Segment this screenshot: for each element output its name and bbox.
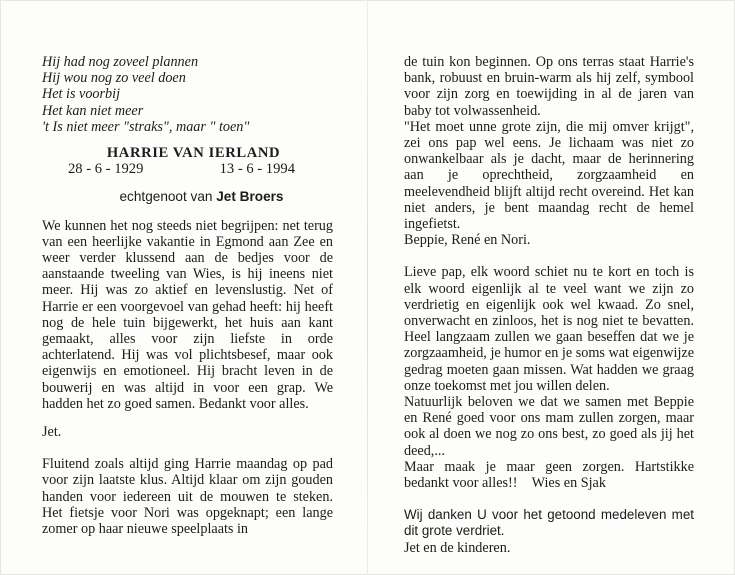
spouse-line — [42, 189, 333, 205]
birth-date: 28 - 6 - 1929 — [68, 161, 144, 178]
signature-beppie: Beppie, René en Nori. — [404, 232, 531, 249]
poem — [42, 54, 333, 135]
left-page — [42, 54, 333, 537]
spouse-prefix: echtgenoot van — [119, 189, 213, 205]
poem-line: Het is voorbij — [42, 86, 121, 103]
poem-line: Hij wou nog zo veel doen — [42, 70, 186, 87]
death-date: 13 - 6 - 1994 — [219, 161, 295, 178]
tribute-sentence: Maar maak je maar geen zorgen. Hartstikke bedankt voor alles!! — [404, 458, 694, 492]
poem-line: Hij had nog zoveel plannen — [42, 54, 199, 70]
tribute-paragraph: Natuurlijk beloven we dat we samen met Beppie en René goed voor ons mam zullen zorgen, maar ook al doen we nog zo ons best, zo goed als jij het deed,... — [404, 394, 694, 459]
life-dates — [42, 161, 333, 177]
spouse-name: Jet Broers — [216, 189, 284, 205]
tribute-paragraph: Lieve pap, elk woord schiet nu te kort en toch is elk woord eigenlijk al te veel want we zijn zo verdrietig en eigenlijk ook wel kwaad. Zo snel, onverwacht en zinloos, het is nog niet te bevatten. Heel langzaam zullen we gaan beseffen dat we je zorgzaamheid, je humor en je soms wat eigenwijze gedrag moeten gaan missen. Wat hadden we graag onze toekomst met jou willen delen. — [404, 264, 694, 394]
poem-line: Het kan niet meer — [42, 102, 144, 119]
tribute-paragraph: We kunnen het nog steeds niet begrijpen: net terug van een heerlijke vakantie in Egmond aan Zee en weer verder klussend aan de bedjes voor de aanstaande tweeling van Wies, is hij ineens niet meer. Hij was zo aktief en levenslustig. Net of Harrie er een voorgevoel van gehad heeft: hij heeft nog de hele tuin bijgewerkt, het huis aan kant gemaakt, alles voor zijn liefste in orde achterlatend. Hij was vol plichtsbesef, maar ook eigenwijs en emotioneel. Hij bracht leven in de bouwerij en was altijd in voor een grap. We hadden het zo goed samen. Bedankt voor alles. — [42, 217, 333, 412]
tribute-paragraph — [404, 459, 694, 491]
tribute-paragraph: "Het moet unne grote zijn, die mij omver krijgt", zei ons pap wel eens. Je lichaam was niet zo onwankelbaar als je dacht, maar de herinnering aan je oprechtheid, zorgzaamheid en meelevendheid blijft altijd recht overeind. Het kan niet anders, je bent maandag recht de hemel ingefietst. — [404, 118, 694, 233]
deceased-name: HARRIE VAN IERLAND — [106, 145, 281, 162]
name-block — [42, 145, 333, 206]
signature-jet: Jet. — [42, 424, 62, 441]
closing-signature: Jet en de kinderen. — [404, 539, 511, 556]
center-fold — [367, 0, 368, 575]
signature-wies: Wies en Sjak — [531, 475, 606, 492]
tribute-paragraph: de tuin kon beginnen. Op ons terras staat Harrie's bank, robuust en bruin-warm als hij zelf, symbool voor zijn zorg en toewijding in al de jaren van baby tot volwassenheid. — [404, 54, 694, 119]
tribute-paragraph: Fluitend zoals altijd ging Harrie maandag op pad voor zijn laatste klus. Altijd klaar om zijn gouden handen voor iedereen uit de mouwen te steken. Het fietsje voor Nori was opgeknapt; een lange zomer op haar nieuwe speelplaats in — [42, 456, 333, 538]
poem-line: 't Is niet meer "straks", maar " toen" — [42, 118, 250, 135]
right-page — [404, 54, 694, 556]
thanks-text: Wij danken U voor het getoond medeleven met dit grote verdriet. — [404, 507, 694, 539]
